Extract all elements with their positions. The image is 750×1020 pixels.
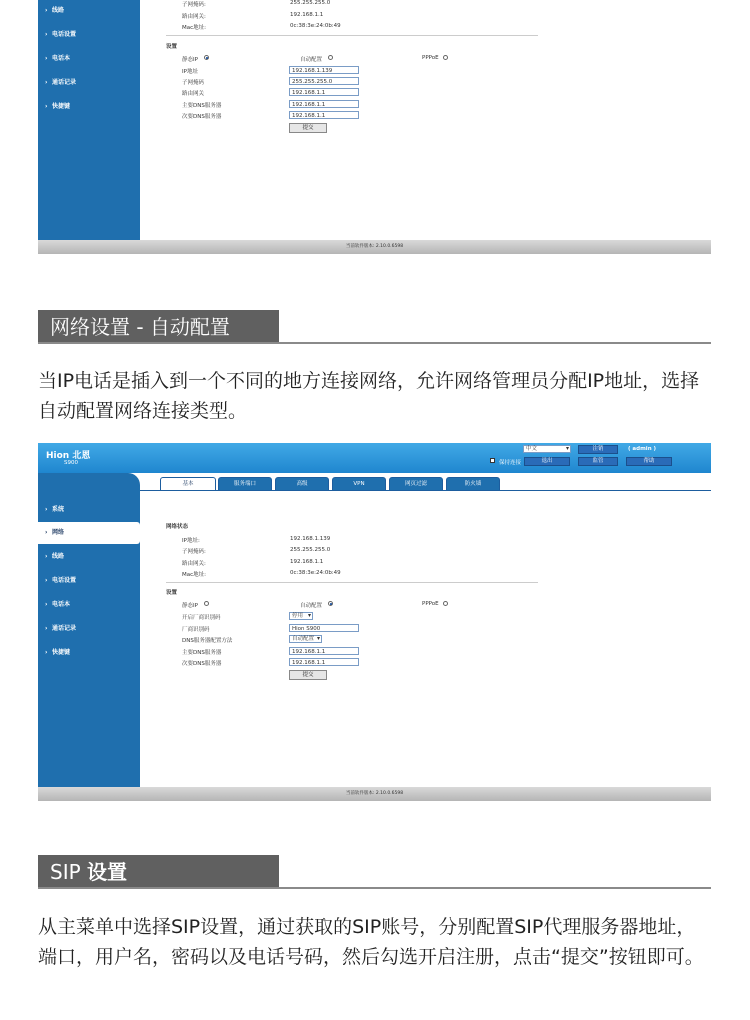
vendor-id-input[interactable]: Hion S900 [289,624,359,632]
mode-pppoe-radio[interactable] [443,55,448,60]
tab-service-port[interactable]: 服务端口 [218,477,272,491]
mode-auto-label: 自动配置 [300,603,323,609]
chevron-right-icon: › [45,55,48,62]
chevron-right-icon: › [45,7,48,14]
sidebar-item-line[interactable] [38,546,140,568]
sidebar-item-phone-settings[interactable] [38,24,140,46]
dns-method-select[interactable]: 自动配置 ▾ [289,635,322,643]
sidebar-item-label: 快捷键 [52,103,71,110]
status-label: Mac地址: [182,572,206,578]
section-heading-bold: 设置 [87,860,128,884]
mode-static-radio[interactable] [204,601,209,606]
dns1-input[interactable]: 192.168.1.1 [289,647,359,655]
keep-online-checkbox[interactable] [490,458,495,463]
dns2-label: 次要DNS服务器 [182,114,222,120]
section-heading-prefix: SIP [50,860,88,884]
chevron-right-icon: › [45,31,48,38]
section-heading-text: 网络设置 - 自动配置 [50,315,230,339]
submit-button[interactable]: 提交 [289,123,327,133]
sidebar-item-phone-settings[interactable] [38,570,140,592]
sidebar-item-label: 电话本 [52,601,71,608]
logo: Hion 北恩 [46,451,91,461]
sidebar-item-label: 电话设置 [52,577,77,584]
sidebar-item-label: 通话记录 [52,79,77,86]
gateway-input[interactable]: 192.168.1.1 [289,88,359,96]
ip-input[interactable]: 192.168.1.139 [289,66,359,74]
logout-button[interactable]: 注销 [578,445,618,454]
tab-underline [140,490,711,491]
status-value: 192.168.1.1 [290,559,324,565]
dns1-label: 主要DNS服务器 [182,650,222,656]
mode-pppoe-radio[interactable] [443,601,448,606]
ip-label: IP地址 [182,69,198,75]
status-value: 0c:38:3e:24:0b:49 [290,570,341,576]
dns2-input[interactable]: 192.168.1.1 [289,658,359,666]
status-value: 255.255.255.0 [290,0,331,6]
chevron-right-icon: › [45,79,48,86]
chevron-right-icon: › [45,553,48,560]
mode-auto-label: 自动配置 [300,57,323,63]
divider [166,582,538,583]
language-select[interactable]: 中文 ▾ [523,445,571,453]
screenshot-network-static [38,0,711,254]
vendor-id-label: 厂商识别码 [182,627,210,633]
sidebar-item-network[interactable] [38,522,140,544]
dns1-input[interactable]: 192.168.1.1 [289,100,359,108]
mode-static-radio[interactable] [204,55,209,60]
sidebar-item-phonebook[interactable] [38,48,140,70]
section-paragraph: 从主菜单中选择SIP设置，通过获取的SIP账号，分别配置SIP代理服务器地址，端口，用户名，密码以及电话号码，然后勾选开启注册，点击“提交”按钮即可。 [38,916,704,968]
sidebar-item-label: 电话本 [52,55,71,62]
version-footer: 当前软件版本: 2.10.0.6598 [38,787,711,801]
divider [166,35,538,36]
heading-underline [38,342,711,344]
sidebar-item-call-log[interactable] [38,618,140,640]
version-footer: 当前软件版本: 2.10.0.6598 [38,240,711,254]
subnet-input[interactable]: 255.255.255.0 [289,77,359,85]
mode-auto-radio[interactable] [328,55,333,60]
screenshot-network-auto [38,443,711,801]
vendor-id-enable-select[interactable]: 停用 ▾ [289,612,313,620]
monitor-button[interactable]: 监管 [578,457,618,466]
sidebar [38,473,140,787]
network-status-title: 网络状态 [166,524,189,530]
chevron-right-icon: › [45,577,48,584]
sidebar-item-label: 电话设置 [52,31,77,38]
sidebar-item-label: 线路 [52,7,65,14]
exit-button[interactable]: 退出 [524,457,570,466]
vendor-id-enable-label: 开启厂商识别码 [182,615,221,621]
status-label: 子网掩码: [182,549,206,555]
status-value: 0c:38:3e:24:0b:49 [290,23,341,29]
sidebar [38,0,140,240]
sidebar-item-phonebook[interactable] [38,594,140,616]
help-button[interactable]: 帮助 [626,457,672,466]
heading-underline [38,887,711,889]
settings-title: 设置 [166,44,178,50]
gateway-label: 路由网关 [182,91,205,97]
sidebar-item-label: 快捷键 [52,649,71,656]
sidebar-item-label: 网络 [52,529,65,536]
sidebar-item-label: 系统 [52,506,65,513]
tab-basic[interactable]: 基本 [160,477,216,491]
tab-vpn[interactable]: VPN [332,477,386,491]
mode-static-label: 静态IP [182,603,198,609]
mode-auto-radio[interactable] [328,601,333,606]
dns-method-label: DNS服务器配置方法 [182,638,233,644]
tab-advanced[interactable]: 高级 [275,477,329,491]
sidebar-item-shortcuts[interactable] [38,642,140,664]
status-label: 子网掩码: [182,2,206,8]
sidebar-item-label: 通话记录 [52,625,77,632]
status-value: 255.255.255.0 [290,547,331,553]
sidebar-item-system[interactable] [38,499,140,521]
model-label: S900 [64,460,78,466]
status-label: 路由网关: [182,14,206,20]
status-value: 192.168.1.139 [290,536,331,542]
section-heading [38,855,279,889]
sidebar-item-shortcuts[interactable] [38,96,140,118]
keep-online-label: 保持连接 [499,460,522,466]
chevron-right-icon: › [45,601,48,608]
status-label: 路由网关: [182,561,206,567]
tab-firewall[interactable]: 防火墙 [446,477,500,491]
mode-pppoe-label: PPPoE [422,55,439,61]
status-value: 192.168.1.1 [290,12,324,18]
chevron-right-icon: › [45,649,48,656]
tab-web-filter[interactable]: 网页过滤 [389,477,443,491]
submit-button[interactable]: 提交 [289,670,327,680]
mode-pppoe-label: PPPoE [422,601,439,607]
chevron-right-icon: › [45,506,48,513]
sidebar-item-label: 线路 [52,553,65,560]
dns2-label: 次要DNS服务器 [182,661,222,667]
chevron-right-icon: › [45,103,48,110]
user-label: ( admin ) [628,446,657,452]
sidebar-item-line[interactable] [38,0,140,22]
mode-static-label: 静态IP [182,57,198,63]
chevron-right-icon: › [45,625,48,632]
status-label: Mac地址: [182,25,206,31]
section-heading [38,310,279,344]
status-label: IP地址: [182,538,200,544]
sidebar-item-call-log[interactable] [38,72,140,94]
chevron-right-icon: › [45,529,48,536]
top-header [38,443,711,473]
settings-title: 设置 [166,590,178,596]
dns1-label: 主要DNS服务器 [182,103,222,109]
subnet-label: 子网掩码 [182,80,205,86]
section-paragraph: 当IP电话是插入到一个不同的地方连接网络，允许网络管理员分配IP地址，选择自动配置网络连接类型。 [38,370,700,422]
dns2-input[interactable]: 192.168.1.1 [289,111,359,119]
